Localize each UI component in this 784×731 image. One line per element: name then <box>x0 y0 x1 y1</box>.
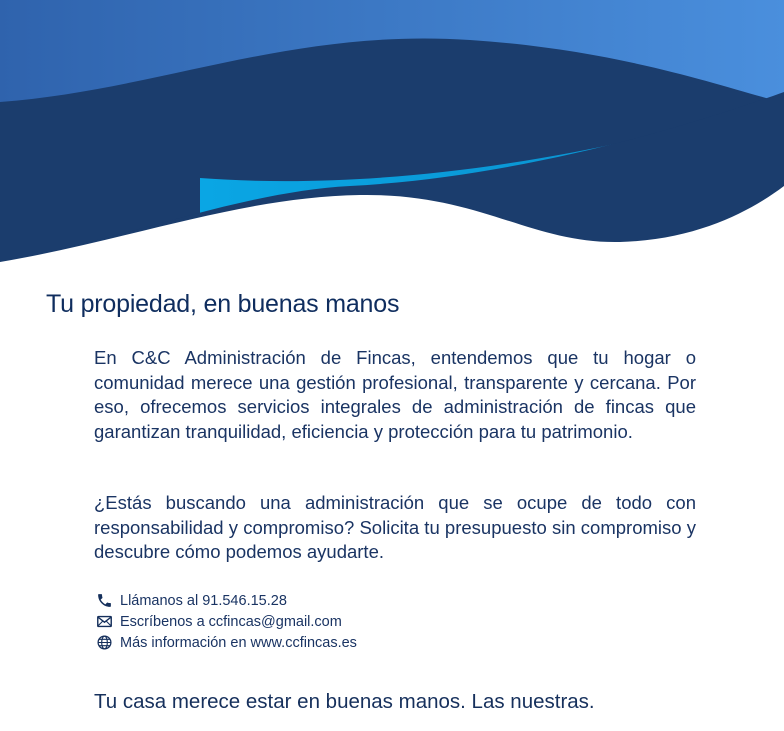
contact-web-text: Más información en www.ccfincas.es <box>120 634 357 651</box>
contact-email-text: Escríbenos a ccfincas@gmail.com <box>120 613 342 630</box>
page-title: Tu propiedad, en buenas manos <box>46 290 400 318</box>
phone-icon <box>96 592 113 609</box>
closing-tagline: Tu casa merece estar en buenas manos. Las nuestras. <box>94 690 595 713</box>
cta-paragraph: ¿Estás buscando una administración que se ocupe de todo con responsabilidad y compromiso? Solicita tu presupuesto sin compromiso y descubre cómo podemos ayudarte. <box>94 492 696 562</box>
contact-email[interactable] <box>96 611 357 632</box>
header-wave-graphic <box>0 0 784 270</box>
contact-list <box>96 590 357 653</box>
contact-phone-text: Llámanos al 91.546.15.28 <box>120 592 287 609</box>
envelope-icon <box>96 613 113 630</box>
contact-web[interactable] <box>96 632 357 653</box>
contact-phone[interactable] <box>96 590 357 611</box>
intro-paragraph: En C&C Administración de Fincas, entendemos que tu hogar o comunidad merece una gestión profesional, transparente y cercana. Por eso, ofrecemos servicios integrales de administración de fincas que garantizan tranquilidad, eficiencia y protección para tu patrimonio. <box>94 347 696 442</box>
globe-icon <box>96 634 113 651</box>
